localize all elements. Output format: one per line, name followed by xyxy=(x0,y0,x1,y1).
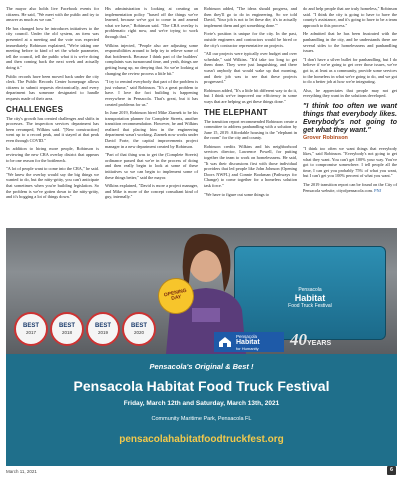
ad-tagline: Pensacola's Original & Best ! xyxy=(149,362,254,371)
badge-year: 2020 xyxy=(133,330,144,335)
paragraph: Forte's position is unique for the city. In the past, outside engineers and contractors would be hired or the city's contractor representative on projects. xyxy=(204,31,297,48)
ad-dates: Friday, March 12th and Saturday, March 13th, 2021 xyxy=(123,400,280,407)
article-column-4 xyxy=(303,6,397,196)
habitat-logo xyxy=(214,332,284,352)
article-column-1 xyxy=(6,6,99,203)
anniversary-label: YEARS xyxy=(307,340,332,347)
badge-year: 2017 xyxy=(25,330,36,335)
paragraph: "Part of that thing was to get the (Complete Streets) ordinance passed that we're in the process of doing and then really begin to look at some of these initiatives so we can begin to implement some of these things better," said the mayor. xyxy=(105,152,198,180)
paragraph: The mayor also holds live Facebook events for citizens. He said, "We meet with the public and try to answer as much as we can." xyxy=(6,6,99,23)
pull-quote-attribution: Grover Robinson xyxy=(303,134,348,141)
ad-website-link[interactable]: pensacolahabitatfoodtruckfest.org xyxy=(119,434,284,445)
paragraph: Wilkins injected, "People also are adjusting some responsibilities around to help try to relieve some of that bottleneck. Because I think part of the builders' complaints was turnaround time, and yeah, things are getting hung up, no denying that. So we're looking at changing the review process a little bit." xyxy=(105,42,198,76)
article-column-3 xyxy=(204,6,297,200)
pull-quote: "I think too often we want things that everybody likes. Everybody's not going to get what they want." xyxy=(303,102,397,134)
habitat-logo-name: Habitat xyxy=(236,338,260,346)
issue-date: March 11, 2021 xyxy=(6,469,37,474)
end-mark: PNJ xyxy=(374,187,382,193)
paragraph: do and help people that are truly homeless," Robinson said. "I think the city is going to have to have the county's assistance, and it's going to have to be a team approach to this process." xyxy=(303,6,397,28)
anniversary-mark xyxy=(290,330,331,350)
paragraph: He has changed how he introduces initiatives to the city council. Under the old system, an item was presented at a meeting and the vote was expected immediately. Robinson explained, "We're taking one meeting before to kind of set the whole parameter, tell the council, tell the public what it is we're doing and then coming back the next week and actually doing it." xyxy=(6,25,99,70)
paragraph: He admitted that he has been frustrated with the panhandling in the city, and he understands there are several sides to the homelessness and panhandling issues. xyxy=(303,31,397,54)
badge-year: 2019 xyxy=(97,330,108,335)
anniversary-number: 40 xyxy=(290,330,307,349)
paragraph: "A lot of people want to come into the CRA," he said. "We knew the overlay would say the big things we wanted to do, but the nitty-gritty, you can't anticipate that sometimes when you're building legislation. So the problem is we've gotten down to the nitty-gritty, and it's bogging a lot of things down." xyxy=(6,166,99,200)
badge-year: 2018 xyxy=(61,330,72,335)
truck-brand-line3: Food Truck Festival xyxy=(288,303,332,309)
paragraph: "We have to figure out some things to xyxy=(204,191,270,197)
paragraph: Wilkins explained, "David is more a project manager, and Mike is more of the concept consultant kind of guy, internally." xyxy=(105,183,198,200)
paragraph: "I try to remind everybody that part of the problem is just volume," said Robinson. "It's a great problem to have. I love the fact building is happening everywhere in Pensacola. That's great, but it has created problems for us." xyxy=(105,79,198,107)
ad-photo xyxy=(6,228,397,354)
award-badge xyxy=(14,312,48,346)
paragraph: The transition report recommended Robinson create a committee to address panhandling with a solution by June 15, 2019. Affordable housing is the "elephant in the room" for the city and county. xyxy=(204,118,297,141)
paragraph-text: The 2019 transition report can be found on the City of Pensacola website, cityofpensacola.com. xyxy=(303,182,397,193)
paragraph: His administration is looking at creating an implementation policy "based off the things we've learned, because we've got to come in and amend what we have," Robinson said. "The CRA overlay is problematic right now, and we're trying to work through that." xyxy=(105,6,198,39)
badge-label: BEST xyxy=(94,323,111,329)
paragraph: In June 2019, Robinson hired Mike Ziarnek to be his transportation planner for Complete Streets, another transition recommendation. However, he and Wilkins realized that placing him in the engineering department wasn't working. Ziarnek now works under David Forte, the capital improvements project manager in a new department created by Robinson. xyxy=(105,110,199,149)
page-number: 6 xyxy=(387,466,396,475)
paragraph: The city's growth has created challenges and shifts in processes. The inspection services department has been revamped, Wilkins said. "[New construction] went up to a record peak, and it stayed at that peak even through COVID." xyxy=(6,115,99,143)
paragraph: Robinson credits Wilkins and his neighborhood services director, Lawrence Powell, for putting together the team to work on homelessness. He said, "It was their discussions first with those individual providers that led people like John Johnson (Opening Doors NWFL) and Connie Bookman (Pathways for Change) to come together for a homeless solution task force." xyxy=(204,143,297,189)
ad-title: Pensacola Habitat Food Truck Festival xyxy=(73,378,330,394)
food-truck-festival-ad xyxy=(6,228,397,466)
paragraph: Robinson added, "The ideas should progress, and then they'll go to do in engineering. So we told David, 'Your job is not to let these die; it's to actually implement them and get something done.'" xyxy=(204,6,297,28)
paragraph: "All our projects were typically over budget and over schedule," said Wilkins. "It'd take too long to get them done. They were just languishing, and there wasn't anybody that would wake up that morning, and their job was to see that these projects progressed." xyxy=(204,51,297,85)
award-badge xyxy=(50,312,84,346)
badge-label: BEST xyxy=(22,323,39,329)
truck-brand-line2: Habitat xyxy=(294,293,326,303)
section-heading-challenges: CHALLENGES xyxy=(6,104,64,114)
paragraph xyxy=(303,182,397,193)
paragraph: Public records have been moved back under the city clerk. The Public Records Center homepage allows citizens to submit requests electronically, and every department has someone designated to handle requests made of their area. xyxy=(6,73,99,101)
badge-label: BEST xyxy=(58,323,75,329)
badge-label: BEST xyxy=(130,323,147,329)
article-column-2 xyxy=(105,6,198,203)
award-badge xyxy=(86,312,120,346)
paragraph: Also, he appreciates that people may not get everything they want in the solutions developed. xyxy=(303,87,397,99)
section-heading-elephant: THE ELEPHANT xyxy=(204,107,268,117)
paragraph: "I don't have a silver bullet for panhandling, but I do believe if we're going to get over those issues, we've got to, at least as a community, provide some services to the homeless in what we're going to do, and we got to do a better job at how we're integrating. xyxy=(303,56,397,85)
truck-brand-line1: Pensacola xyxy=(298,287,322,293)
habitat-logo-sub: for Humanity xyxy=(236,345,259,351)
habitat-logo-city: Pensacola xyxy=(236,333,258,339)
award-badge xyxy=(122,312,156,346)
paragraph: Robinson added, "It's a little bit different way to do it, but I think we've improved our efficiency in some ways that are helping us get these things done." xyxy=(204,87,297,104)
opening-day-sign: OPENING DAY xyxy=(155,275,198,318)
paragraph: In addition to hiring more people, Robinson is reviewing the new CRA overlay district that appears to be one reason for the bottleneck. xyxy=(6,146,99,163)
paragraph: "I think too often we want things that everybody likes," said Robinson. "Everybody's not going to get what they want. You can't get 100% your way. You've got to compromise somewhere. I tell people all the time, I can get you probably 75% of what you want, but I can't get you 100% percent of what you want." xyxy=(303,145,397,179)
ad-venue: Community Maritime Park, Pensacola FL xyxy=(151,416,252,422)
house-icon xyxy=(218,336,232,348)
